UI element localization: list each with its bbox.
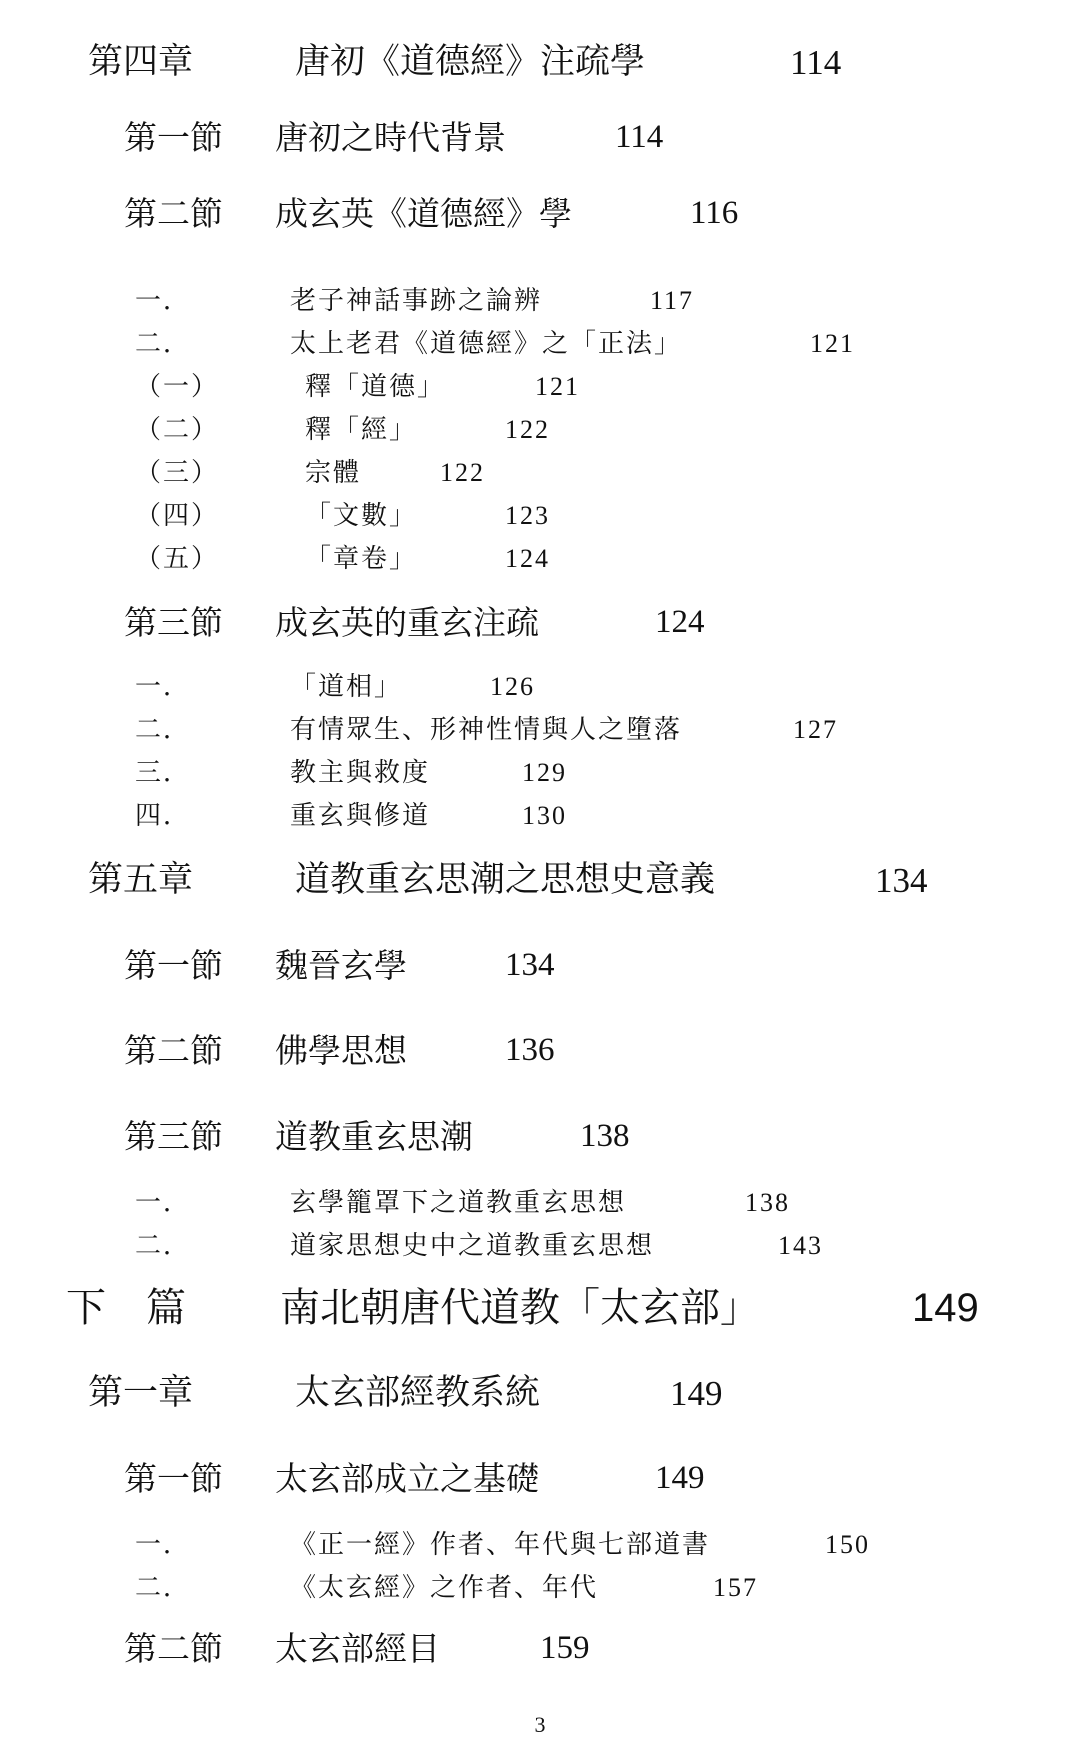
toc-page-number: 149 bbox=[670, 1374, 723, 1413]
toc-label: 下 篇 bbox=[66, 1285, 186, 1331]
toc-label: 第一章 bbox=[88, 1373, 194, 1413]
toc-title: 「文數」 bbox=[305, 501, 418, 531]
toc-page-number: 124 bbox=[505, 544, 550, 573]
toc-page-number: 134 bbox=[505, 947, 555, 983]
toc-page-number: 143 bbox=[778, 1231, 823, 1260]
toc-page-number: 116 bbox=[690, 195, 739, 231]
toc-label: 第二節 bbox=[124, 1031, 223, 1070]
toc-label: 第二節 bbox=[124, 194, 223, 233]
toc-label: （四） bbox=[135, 501, 220, 531]
toc-page-number: 124 bbox=[655, 604, 705, 640]
toc-label: 二． bbox=[135, 715, 192, 745]
toc-label: （二） bbox=[135, 415, 220, 445]
toc-title: 成玄英《道德經》學 bbox=[275, 194, 572, 233]
toc-title: 玄學籠罩下之道教重玄思想 bbox=[290, 1188, 627, 1218]
toc-page-number: 134 bbox=[875, 861, 928, 900]
toc-page-number: 121 bbox=[810, 329, 855, 358]
toc-page-number: 130 bbox=[522, 801, 567, 830]
toc-page-number: 114 bbox=[615, 119, 664, 155]
toc-title: 道家思想史中之道教重玄思想 bbox=[290, 1231, 655, 1261]
toc-label: 三． bbox=[135, 758, 192, 788]
toc-label: 第三節 bbox=[124, 603, 223, 642]
toc-label: （五） bbox=[135, 544, 220, 574]
toc-title: 「章卷」 bbox=[305, 544, 418, 574]
toc-title: 道教重玄思潮之思想史意義 bbox=[295, 860, 716, 900]
toc-title: 太上老君《道德經》之「正法」 bbox=[290, 329, 683, 359]
toc-label: 第二節 bbox=[124, 1629, 223, 1668]
toc-page-number: 127 bbox=[793, 715, 838, 744]
toc-title: 釋「經」 bbox=[305, 415, 418, 445]
footer-page-number: 3 bbox=[534, 1712, 546, 1737]
toc-page-number: 114 bbox=[790, 43, 842, 82]
toc-page-number: 157 bbox=[713, 1573, 758, 1602]
toc-title: 唐初之時代背景 bbox=[275, 118, 506, 157]
toc-page-number: 122 bbox=[440, 458, 485, 487]
toc-title: 佛學思想 bbox=[275, 1031, 407, 1070]
toc-page-number: 159 bbox=[540, 1630, 590, 1666]
toc-label: 第一節 bbox=[124, 946, 223, 985]
toc-title: 唐初《道德經》注疏學 bbox=[295, 42, 646, 82]
toc-title: 太玄部經教系統 bbox=[295, 1373, 541, 1413]
toc-title: 釋「道德」 bbox=[305, 372, 446, 402]
toc-page-number: 149 bbox=[655, 1460, 705, 1496]
toc-page-number: 149 bbox=[912, 1286, 979, 1330]
toc-page-number: 150 bbox=[825, 1530, 870, 1559]
toc-page-number: 117 bbox=[650, 286, 695, 315]
toc-label: 一． bbox=[135, 1188, 192, 1218]
toc-title: 有情眾生、形神性情與人之墮落 bbox=[290, 715, 683, 745]
toc-title: 老子神話事跡之論辨 bbox=[290, 286, 543, 316]
toc-label: 第五章 bbox=[88, 860, 194, 900]
toc-label: 二． bbox=[135, 1231, 192, 1261]
toc-page-number: 126 bbox=[490, 672, 535, 701]
toc-label: 第四章 bbox=[88, 42, 194, 82]
toc-page-number: 136 bbox=[505, 1032, 555, 1068]
toc-label: （三） bbox=[135, 458, 220, 488]
toc-label: 第一節 bbox=[124, 118, 223, 157]
toc-label: 一． bbox=[135, 672, 192, 702]
toc-title: 重玄與修道 bbox=[290, 801, 431, 831]
toc-label: 四． bbox=[135, 801, 192, 831]
toc-title: 《正一經》作者、年代與七部道書 bbox=[290, 1530, 711, 1560]
toc-title: 道教重玄思潮 bbox=[275, 1117, 473, 1156]
toc-page-number: 123 bbox=[505, 501, 550, 530]
toc-page-number: 138 bbox=[745, 1188, 790, 1217]
toc-label: 一． bbox=[135, 1530, 192, 1560]
toc-title: 太玄部成立之基礎 bbox=[275, 1459, 539, 1498]
toc-label: 一． bbox=[135, 286, 192, 316]
toc-page-number: 138 bbox=[580, 1118, 630, 1154]
toc-title: 宗體 bbox=[305, 458, 362, 488]
toc-title: 「道相」 bbox=[290, 672, 403, 702]
toc-label: 二． bbox=[135, 329, 192, 359]
toc-label: 第一節 bbox=[124, 1459, 223, 1498]
toc-title: 《太玄經》之作者、年代 bbox=[290, 1573, 599, 1603]
toc-page-number: 122 bbox=[505, 415, 550, 444]
toc-title: 魏晉玄學 bbox=[275, 946, 407, 985]
toc-title: 成玄英的重玄注疏 bbox=[275, 603, 539, 642]
toc-page-number: 121 bbox=[535, 372, 580, 401]
toc-label: 第三節 bbox=[124, 1117, 223, 1156]
toc-label: 二． bbox=[135, 1573, 192, 1603]
toc-page-number: 129 bbox=[522, 758, 567, 787]
toc-title: 太玄部經目 bbox=[275, 1629, 440, 1668]
toc-title: 南北朝唐代道教「太玄部」 bbox=[280, 1285, 760, 1331]
toc-label: （一） bbox=[135, 372, 220, 402]
toc-title: 教主與救度 bbox=[290, 758, 431, 788]
